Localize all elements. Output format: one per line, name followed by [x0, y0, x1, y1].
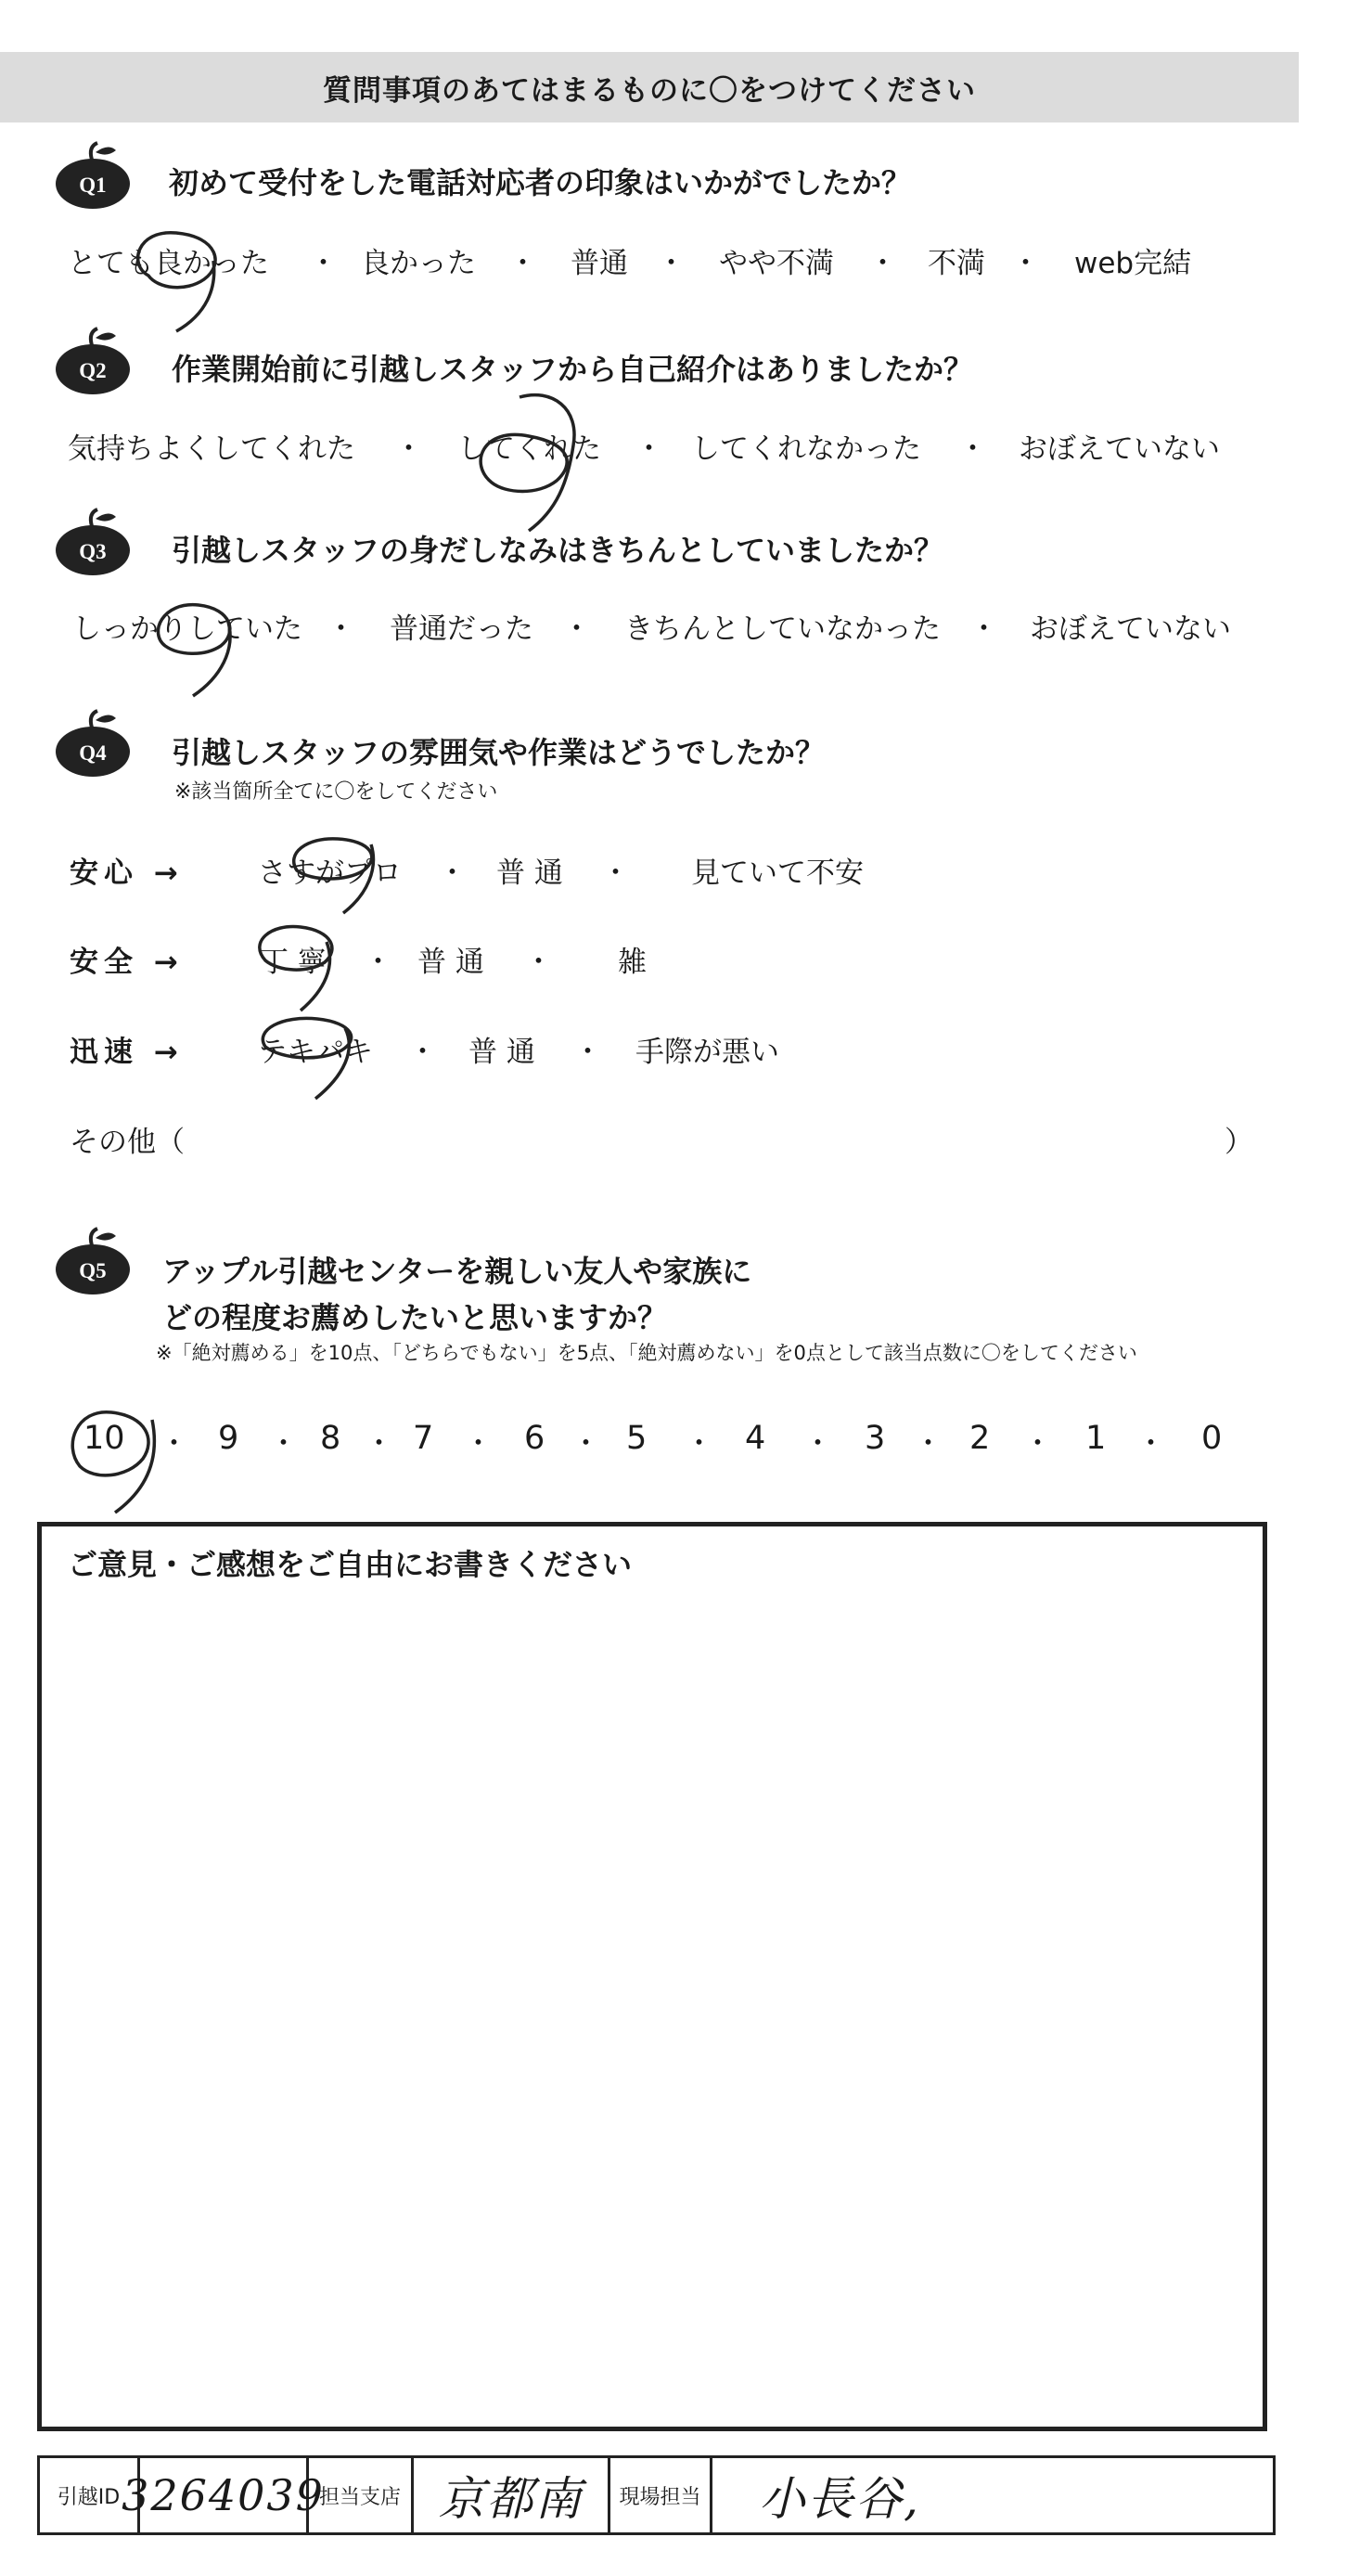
q5-title-line1: アップル引越センターを親しい友人や家族に — [162, 1254, 752, 1289]
q5-score-5[interactable]: 5 — [626, 1420, 648, 1457]
q4-jinsoku-option-1[interactable]: テキパキ — [258, 1036, 373, 1069]
q4-badge-label: Q4 — [79, 741, 107, 765]
q1-title: 初めて受付をした電話対応者の印象はいかがでしたか？ — [169, 165, 912, 200]
q4-row-label-anzen: 安全 → — [70, 946, 184, 979]
q5-score-9[interactable]: 9 — [218, 1420, 239, 1457]
separator-dot: ・ — [524, 946, 553, 979]
separator-dot: ・ — [364, 946, 392, 979]
separator-dot: ・ — [160, 1427, 188, 1461]
branch-label-cell — [309, 2458, 414, 2532]
separator-dot: ・ — [571, 1427, 600, 1461]
separator-dot: ・ — [408, 1036, 437, 1069]
separator-dot: ・ — [657, 247, 686, 280]
branch-value: 京都南 — [438, 2472, 584, 2526]
branch-label: 担当支店 — [318, 2485, 401, 2509]
q5-badge-label: Q5 — [79, 1259, 107, 1282]
separator-dot: ・ — [1011, 247, 1040, 280]
q1-option-1[interactable]: とても良かった — [68, 247, 269, 280]
q4-anzen-option-3[interactable]: 雑 — [618, 946, 647, 979]
q5-score-8[interactable]: 8 — [320, 1420, 341, 1457]
form-header — [0, 52, 1299, 122]
form-header-text: 質問事項のあてはまるものに〇をつけてください — [323, 73, 976, 108]
q1-option-3[interactable]: 普通 — [571, 247, 628, 280]
separator-dot: ・ — [685, 1427, 713, 1461]
q1-option-5[interactable]: 不満 — [928, 247, 985, 280]
q3-badge-label: Q3 — [79, 540, 107, 563]
q4-other-close-paren: ） — [1225, 1126, 1253, 1159]
q1-apple-badge-icon — [51, 139, 135, 210]
q4-anzen-option-2[interactable]: 普 通 — [417, 946, 484, 979]
move-id-value: 3264039 — [122, 2470, 325, 2520]
q4-anshin-option-3[interactable]: 見ていて不安 — [691, 857, 864, 890]
separator-dot: ・ — [969, 612, 998, 646]
comment-box[interactable] — [37, 1522, 1267, 2431]
move-id-value-cell[interactable] — [122, 2458, 325, 2532]
q4-jinsoku-option-2[interactable]: 普 通 — [468, 1036, 535, 1069]
q4-jinsoku-option-3[interactable]: 手際が悪い — [635, 1036, 779, 1069]
q2-option-3[interactable]: してくれなかった — [691, 432, 921, 466]
q1-option-2[interactable]: 良かった — [361, 247, 476, 280]
separator-dot: ・ — [562, 612, 591, 646]
q4-note: ※該当箇所全てに〇をしてください — [174, 780, 498, 804]
q4-other-label: その他（ — [70, 1126, 185, 1159]
separator-dot: ・ — [309, 247, 338, 280]
staff-value-cell[interactable] — [712, 2458, 1273, 2532]
comment-title: ご意見・ご感想をご自由にお書きください — [68, 1547, 633, 1582]
separator-dot: ・ — [1136, 1427, 1165, 1461]
q2-title: 作業開始前に引越しスタッフから自己紹介はありましたか？ — [172, 352, 974, 387]
separator-dot: ・ — [508, 247, 537, 280]
q4-anshin-option-2[interactable]: 普 通 — [496, 857, 563, 890]
q4-row-label-jinsoku: 迅速 → — [70, 1036, 184, 1069]
q5-score-7[interactable]: 7 — [413, 1420, 434, 1457]
move-id-label: 引越ID — [57, 2485, 121, 2509]
q4-title: 引越しスタッフの雰囲気や作業はどうでしたか？ — [172, 735, 826, 770]
q2-apple-badge-icon — [51, 325, 135, 395]
q4-anshin-option-1[interactable]: さすがプロ — [258, 857, 402, 890]
q5-apple-badge-icon — [51, 1225, 135, 1295]
q5-score-4[interactable]: 4 — [745, 1420, 766, 1457]
q5-score-10[interactable]: 10 — [83, 1420, 125, 1457]
q2-badge-label: Q2 — [79, 359, 107, 382]
footer-info-table — [37, 2455, 1276, 2535]
separator-dot: ・ — [914, 1427, 943, 1461]
separator-dot: ・ — [464, 1427, 493, 1461]
q3-option-1[interactable]: しっかりしていた — [72, 612, 302, 646]
q4-apple-badge-icon — [51, 707, 135, 778]
separator-dot: ・ — [438, 857, 467, 890]
q5-score-2[interactable]: 2 — [969, 1420, 991, 1457]
staff-label-cell — [610, 2458, 712, 2532]
q3-option-2[interactable]: 普通だった — [390, 612, 533, 646]
q3-title: 引越しスタッフの身だしなみはきちんとしていましたか？ — [172, 533, 944, 568]
separator-dot: ・ — [394, 432, 423, 466]
q2-option-1[interactable]: 気持ちよくしてくれた — [68, 432, 355, 466]
branch-value-cell[interactable] — [414, 2458, 610, 2532]
separator-dot: ・ — [365, 1427, 393, 1461]
q3-option-3[interactable]: きちんとしていなかった — [624, 612, 941, 646]
q4-row-label-anshin: 安心 → — [70, 857, 184, 890]
separator-dot: ・ — [573, 1036, 602, 1069]
separator-dot: ・ — [803, 1427, 832, 1461]
q5-title-line2: どの程度お薦めしたいと思いますか？ — [162, 1300, 668, 1335]
separator-dot: ・ — [868, 247, 897, 280]
q5-score-3[interactable]: 3 — [865, 1420, 886, 1457]
separator-dot: ・ — [1023, 1427, 1052, 1461]
separator-dot: ・ — [269, 1427, 298, 1461]
separator-dot: ・ — [327, 612, 355, 646]
q1-option-4[interactable]: やや不満 — [719, 247, 834, 280]
q1-badge-label: Q1 — [79, 174, 107, 197]
q3-option-4[interactable]: おぼえていない — [1030, 612, 1231, 646]
separator-dot: ・ — [635, 432, 663, 466]
q3-apple-badge-icon — [51, 506, 135, 576]
q5-note: ※「絶対薦める」を10点、「どちらでもない」を5点、「絶対薦めない」を0点として該当点数に〇をしてください — [156, 1342, 1137, 1364]
q5-score-0[interactable]: 0 — [1201, 1420, 1223, 1457]
q5-score-6[interactable]: 6 — [524, 1420, 545, 1457]
q2-option-2[interactable]: してくれた — [457, 432, 601, 466]
separator-dot: ・ — [958, 432, 987, 466]
staff-label: 現場担当 — [619, 2485, 701, 2509]
q4-anzen-option-1[interactable]: 丁 寧 — [260, 946, 327, 979]
staff-value: 小長谷, — [759, 2472, 920, 2526]
q2-option-4[interactable]: おぼえていない — [1019, 432, 1220, 466]
separator-dot: ・ — [601, 857, 630, 890]
q1-option-6[interactable]: web完結 — [1074, 247, 1192, 280]
q5-score-1[interactable]: 1 — [1085, 1420, 1107, 1457]
